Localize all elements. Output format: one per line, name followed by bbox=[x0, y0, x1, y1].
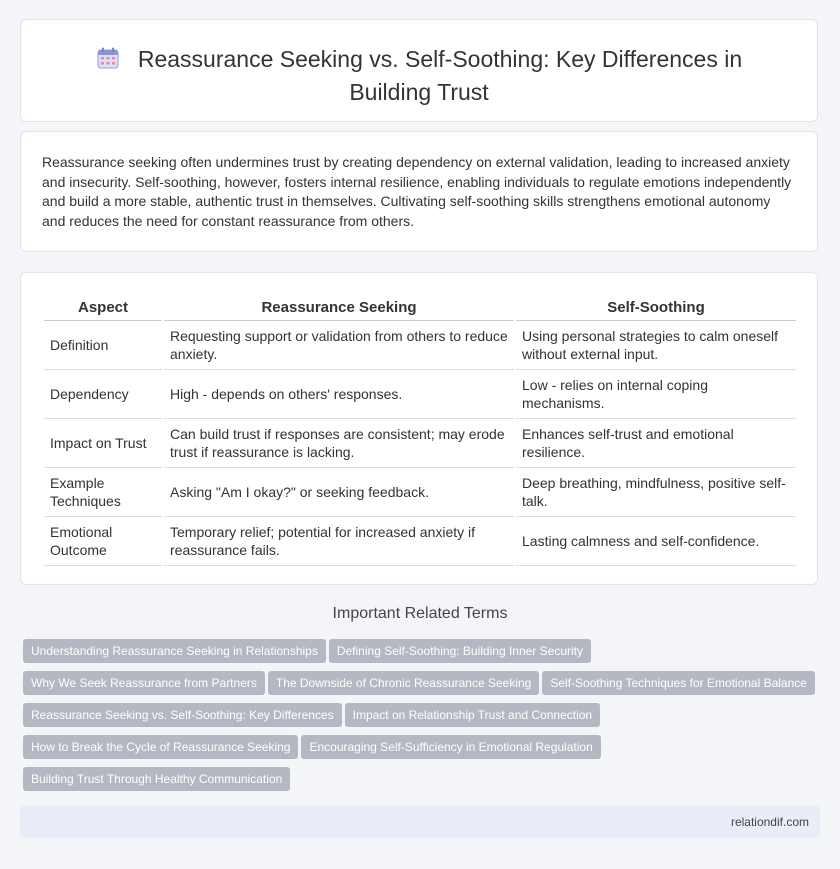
title-line-2: Building Trust bbox=[349, 79, 489, 105]
table-header-row bbox=[44, 295, 796, 321]
tag-row bbox=[23, 703, 823, 735]
page-title bbox=[21, 44, 817, 107]
header-reassurance-seeking: Reassurance Seeking bbox=[164, 295, 514, 321]
tag-row bbox=[23, 735, 823, 767]
cell-self-soothing: Deep breathing, mindfulness, positive self-talk. bbox=[516, 468, 796, 517]
tag-row bbox=[23, 767, 823, 799]
header-self-soothing: Self-Soothing bbox=[516, 295, 796, 321]
related-tag[interactable]: Reassurance Seeking vs. Self-Soothing: Key Differences bbox=[23, 703, 342, 727]
footer-site-link[interactable]: relationdif.com bbox=[730, 815, 809, 829]
table-row bbox=[44, 468, 796, 517]
cell-self-soothing: Low - relies on internal coping mechanisms. bbox=[516, 370, 796, 419]
cell-aspect: Impact on Trust bbox=[44, 419, 162, 468]
cell-aspect: Example Techniques bbox=[44, 468, 162, 517]
cell-self-soothing: Using personal strategies to calm oneself without external input. bbox=[516, 321, 796, 370]
related-tag[interactable]: How to Break the Cycle of Reassurance Seeking bbox=[23, 735, 298, 759]
cell-reassurance: Asking "Am I okay?" or seeking feedback. bbox=[164, 468, 514, 517]
cell-aspect: Emotional Outcome bbox=[44, 517, 162, 566]
title-line-1: Reassurance Seeking vs. Self-Soothing: Key Differences in bbox=[137, 46, 743, 72]
table-row bbox=[44, 517, 796, 566]
related-tag[interactable]: Understanding Reassurance Seeking in Relationships bbox=[23, 639, 326, 663]
cell-reassurance: Requesting support or validation from others to reduce anxiety. bbox=[164, 321, 514, 370]
cell-self-soothing: Lasting calmness and self-confidence. bbox=[516, 517, 796, 566]
related-terms-title: Important Related Terms bbox=[332, 605, 508, 622]
calendar-icon bbox=[96, 46, 120, 77]
cell-self-soothing: Enhances self-trust and emotional resilience. bbox=[516, 419, 796, 468]
header-card bbox=[20, 19, 818, 122]
cell-reassurance: Temporary relief; potential for increased anxiety if reassurance fails. bbox=[164, 517, 514, 566]
related-tag[interactable]: Why We Seek Reassurance from Partners bbox=[23, 671, 265, 695]
header-aspect: Aspect bbox=[44, 295, 162, 321]
cell-aspect: Definition bbox=[44, 321, 162, 370]
footer bbox=[20, 806, 820, 838]
table-row bbox=[44, 321, 796, 370]
related-tag[interactable]: Building Trust Through Healthy Communication bbox=[23, 767, 290, 791]
related-tag[interactable]: Encouraging Self-Sufficiency in Emotional Regulation bbox=[301, 735, 600, 759]
related-tag[interactable]: Impact on Relationship Trust and Connection bbox=[345, 703, 600, 727]
related-tag[interactable]: The Downside of Chronic Reassurance Seeking bbox=[268, 671, 539, 695]
related-tag[interactable]: Self-Soothing Techniques for Emotional Balance bbox=[542, 671, 815, 695]
cell-reassurance: High - depends on others' responses. bbox=[164, 370, 514, 419]
table-row bbox=[44, 370, 796, 419]
cell-aspect: Dependency bbox=[44, 370, 162, 419]
table-row bbox=[44, 419, 796, 468]
cell-reassurance: Can build trust if responses are consistent; may erode trust if reassurance is lacking. bbox=[164, 419, 514, 468]
comparison-card bbox=[20, 272, 818, 585]
comparison-table bbox=[42, 295, 798, 566]
intro-card bbox=[20, 131, 818, 252]
related-tags bbox=[23, 639, 823, 799]
intro-text: Reassurance seeking often undermines trust by creating dependency on external validation, leading to increased anxiety and insecurity. Self-soothing, however, fosters internal resilience, enabling individuals to regulate emotions independently and build a more stable, authentic trust in themselves. Cultivating self-soothing skills strengthens emotional autonomy and reduces the need for constant reassurance from others. bbox=[42, 154, 792, 229]
tag-row bbox=[23, 671, 823, 703]
related-tag[interactable]: Defining Self-Soothing: Building Inner Security bbox=[329, 639, 591, 663]
tag-row bbox=[23, 639, 823, 671]
